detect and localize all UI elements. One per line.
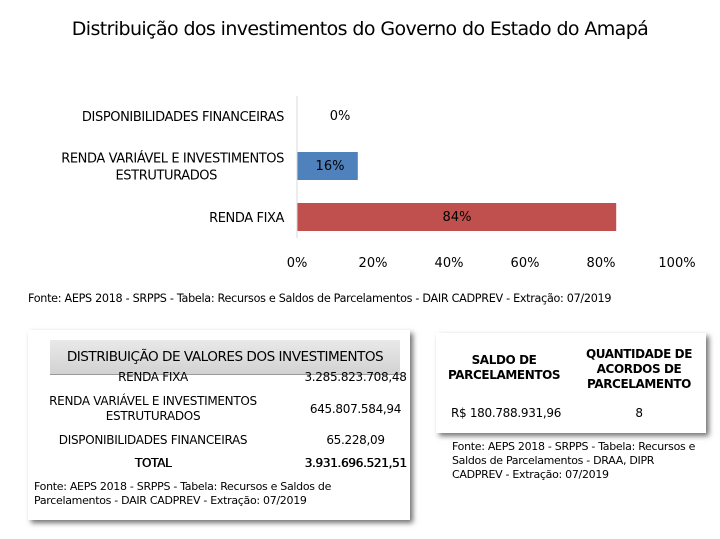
category-label: DISPONIBILIDADES FINANCEIRAS (81, 110, 284, 125)
distribution-source: Fonte: AEPS 2018 - SRPPS - Tabela: Recursos e Saldos de Parcelamentos - DAIR CADPREV - Extração: 07/2019 (34, 480, 332, 507)
bar-data-label: 16% (315, 159, 345, 174)
bar-data-label: 0% (329, 109, 351, 124)
table-row-label: DISPONIBILIDADES FINANCEIRAS (58, 433, 248, 447)
x-tick-label: 80% (586, 256, 616, 271)
distribution-table (28, 330, 410, 520)
x-tick-label: 40% (434, 256, 464, 271)
bar-data-label: 84% (442, 210, 472, 225)
x-tick-label: 20% (358, 256, 388, 271)
table-row-value: 65.228,09 (326, 433, 385, 447)
acordos-header: QUANTIDADE DE ACORDOS DE PARCELAMENTO (585, 347, 693, 391)
category-label: RENDA VARIÁVEL E INVESTIMENTOS ESTRUTURADOS (61, 151, 284, 184)
table-total-label: TOTAL (134, 456, 172, 470)
saldo-table (436, 333, 706, 433)
category-label: RENDA FIXA (209, 211, 284, 226)
saldo-source: Fonte: AEPS 2018 - SRPPS - Tabela: Recursos e Saldos de Parcelamentos - DRAA, DIPR CADPREV - Extração: 07/2019 (452, 440, 696, 481)
chart-source: Fonte: AEPS 2018 - SRPPS - Tabela: Recursos e Saldos de Parcelamentos - DAIR CADPREV - Extração: 07/2019 (28, 292, 612, 305)
table-row-label: RENDA VARIÁVEL E INVESTIMENTOS ESTRUTURADOS (49, 394, 257, 423)
table-row-label: RENDA FIXA (118, 370, 188, 384)
chart-title: Distribuição dos investimentos do Governo do Estado do Amapá (71, 18, 649, 40)
table-row-value: 3.285.823.708,48 (304, 370, 407, 384)
table-row-value: 645.807.584,94 (309, 402, 402, 416)
saldo-value: R$ 180.788.931,96 (450, 406, 562, 420)
x-tick-label: 100% (658, 256, 696, 271)
acordos-value: 8 (635, 406, 643, 420)
x-tick-label: 60% (510, 256, 540, 271)
saldo-header: SALDO DE PARCELAMENTOS (448, 353, 561, 382)
distribution-table-header: DISTRIBUIÇÃO DE VALORES DOS INVESTIMENTOS (50, 340, 400, 375)
table-total-value: 3.931.696.521,51 (304, 456, 407, 470)
x-tick-label: 0% (286, 256, 308, 271)
